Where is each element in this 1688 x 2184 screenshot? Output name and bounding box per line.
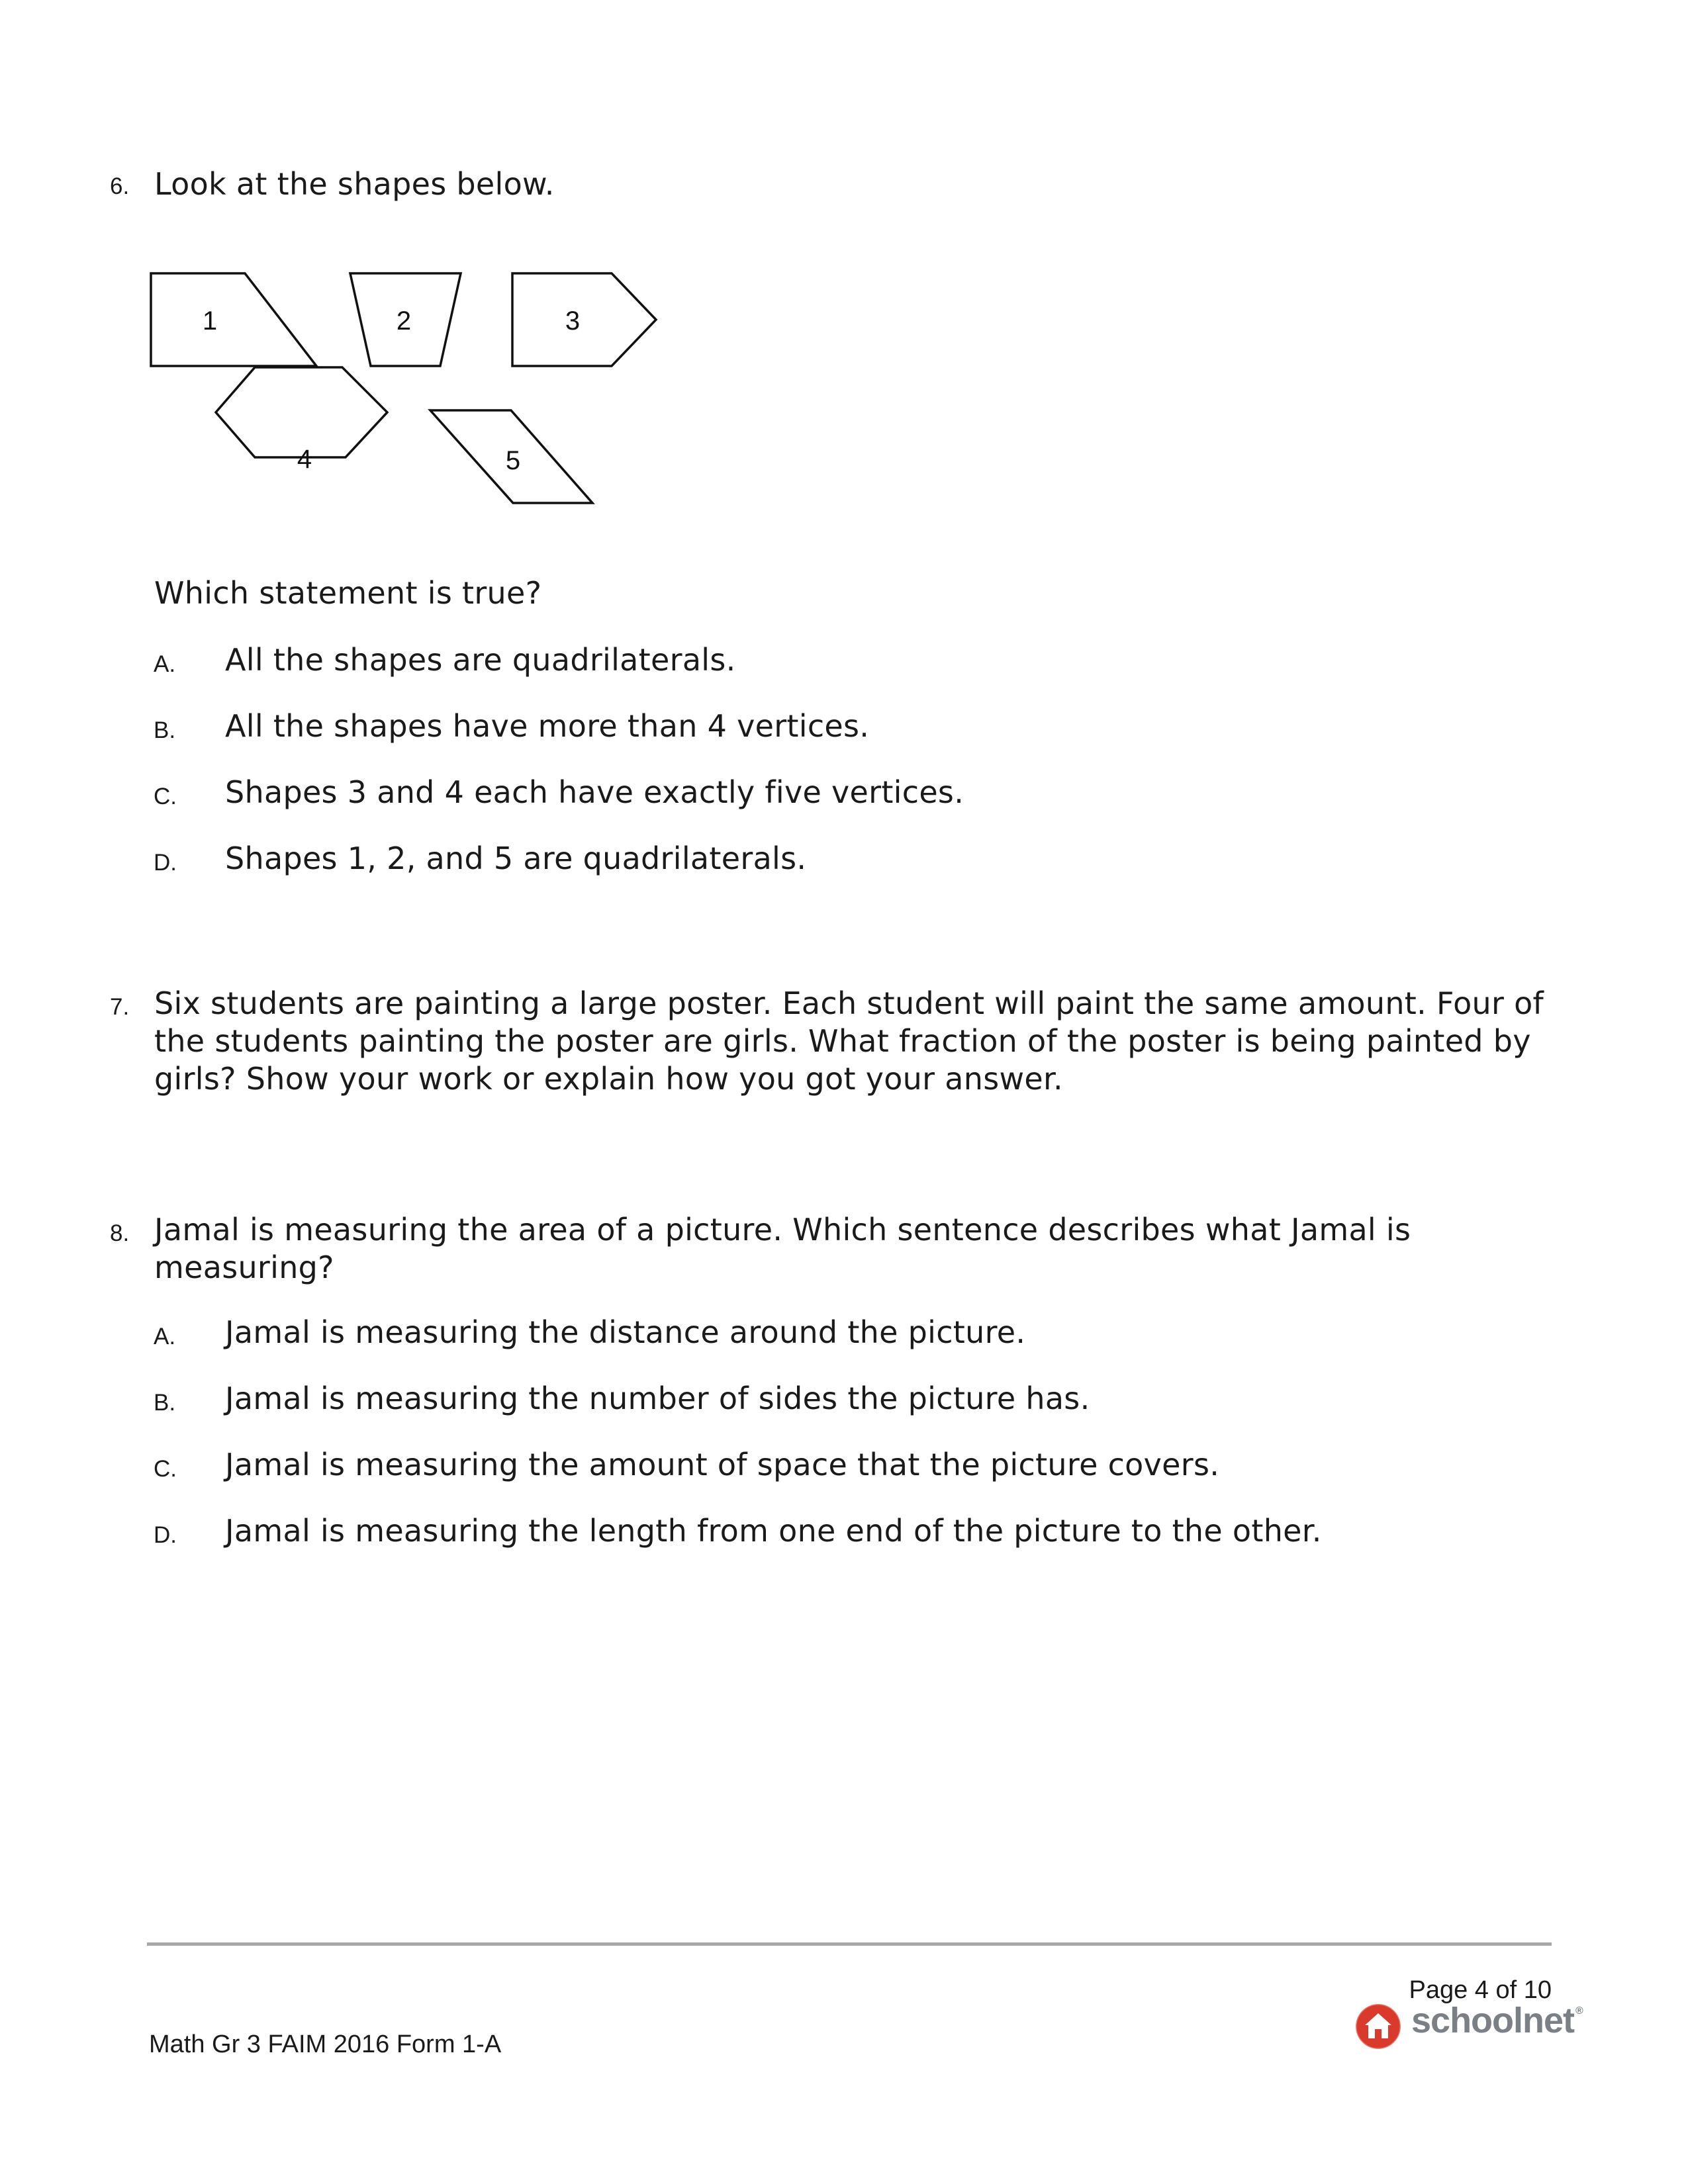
question-7-prompt: Six students are painting a large poster. Each student will paint the same amount. Four of the students painting the poster are girls. What fraction of the poster is being painted by girls? Show your work or explain how you got your answer. bbox=[154, 985, 1544, 1097]
registered-mark: ® bbox=[1575, 2005, 1583, 2017]
shape-1-label: 1 bbox=[202, 306, 218, 336]
question-6-option-d-text: Shapes 1, 2, and 5 are quadrilaterals. bbox=[225, 841, 807, 876]
question-8-option-b-letter: B. bbox=[154, 1390, 176, 1416]
question-8-option-b-text: Jamal is measuring the number of sides the picture has. bbox=[225, 1381, 1090, 1416]
shape-4-hexagon bbox=[216, 367, 387, 457]
question-6-option-c-text: Shapes 3 and 4 each have exactly five vertices. bbox=[225, 774, 964, 810]
shape-2-label: 2 bbox=[396, 306, 412, 336]
question-8-option-a-text: Jamal is measuring the distance around the picture. bbox=[225, 1314, 1026, 1350]
question-8-option-c-text: Jamal is measuring the amount of space that the picture covers. bbox=[225, 1447, 1220, 1482]
question-6-option-d-letter: D. bbox=[154, 850, 177, 876]
question-8-option-d-text: Jamal is measuring the length from one end of the picture to the other. bbox=[225, 1513, 1322, 1549]
question-6-option-a-text: All the shapes are quadrilaterals. bbox=[225, 642, 736, 678]
question-8-prompt: Jamal is measuring the area of a picture. Which sentence describes what Jamal is measuring? bbox=[154, 1212, 1411, 1285]
shape-3-pentagon bbox=[512, 273, 656, 366]
question-6-number: 6. bbox=[110, 173, 130, 199]
house-logo-icon bbox=[1353, 2001, 1406, 2054]
page-number: Page 4 of 10 bbox=[1409, 1976, 1552, 2004]
shape-5-label: 5 bbox=[505, 446, 521, 475]
shape-3-label: 3 bbox=[565, 306, 581, 336]
shape-4-label: 4 bbox=[297, 445, 312, 474]
question-8-number: 8. bbox=[110, 1220, 130, 1246]
question-6-option-b-letter: B. bbox=[154, 717, 176, 743]
schoolnet-wordmark bbox=[1411, 2000, 1583, 2041]
question-6-option-c-letter: C. bbox=[154, 784, 177, 809]
question-8-option-d-letter: D. bbox=[154, 1522, 177, 1548]
question-6-follow-up: Which statement is true? bbox=[154, 575, 542, 611]
form-title: Math Gr 3 FAIM 2016 Form 1-A bbox=[149, 2030, 502, 2058]
question-6-prompt: Look at the shapes below. bbox=[154, 166, 555, 202]
shapes-figure bbox=[142, 261, 672, 513]
question-8-option-a-letter: A. bbox=[154, 1324, 176, 1349]
question-8-option-c-letter: C. bbox=[154, 1456, 177, 1482]
shape-1-trapezoid bbox=[151, 273, 316, 366]
question-7-number: 7. bbox=[110, 994, 130, 1020]
question-6-option-a-letter: A. bbox=[154, 651, 176, 677]
question-6-option-b-text: All the shapes have more than 4 vertices. bbox=[225, 708, 870, 744]
logo-text: schoolnet bbox=[1411, 2001, 1575, 2040]
schoolnet-logo bbox=[1353, 2000, 1583, 2053]
footer-divider bbox=[147, 1942, 1552, 1946]
